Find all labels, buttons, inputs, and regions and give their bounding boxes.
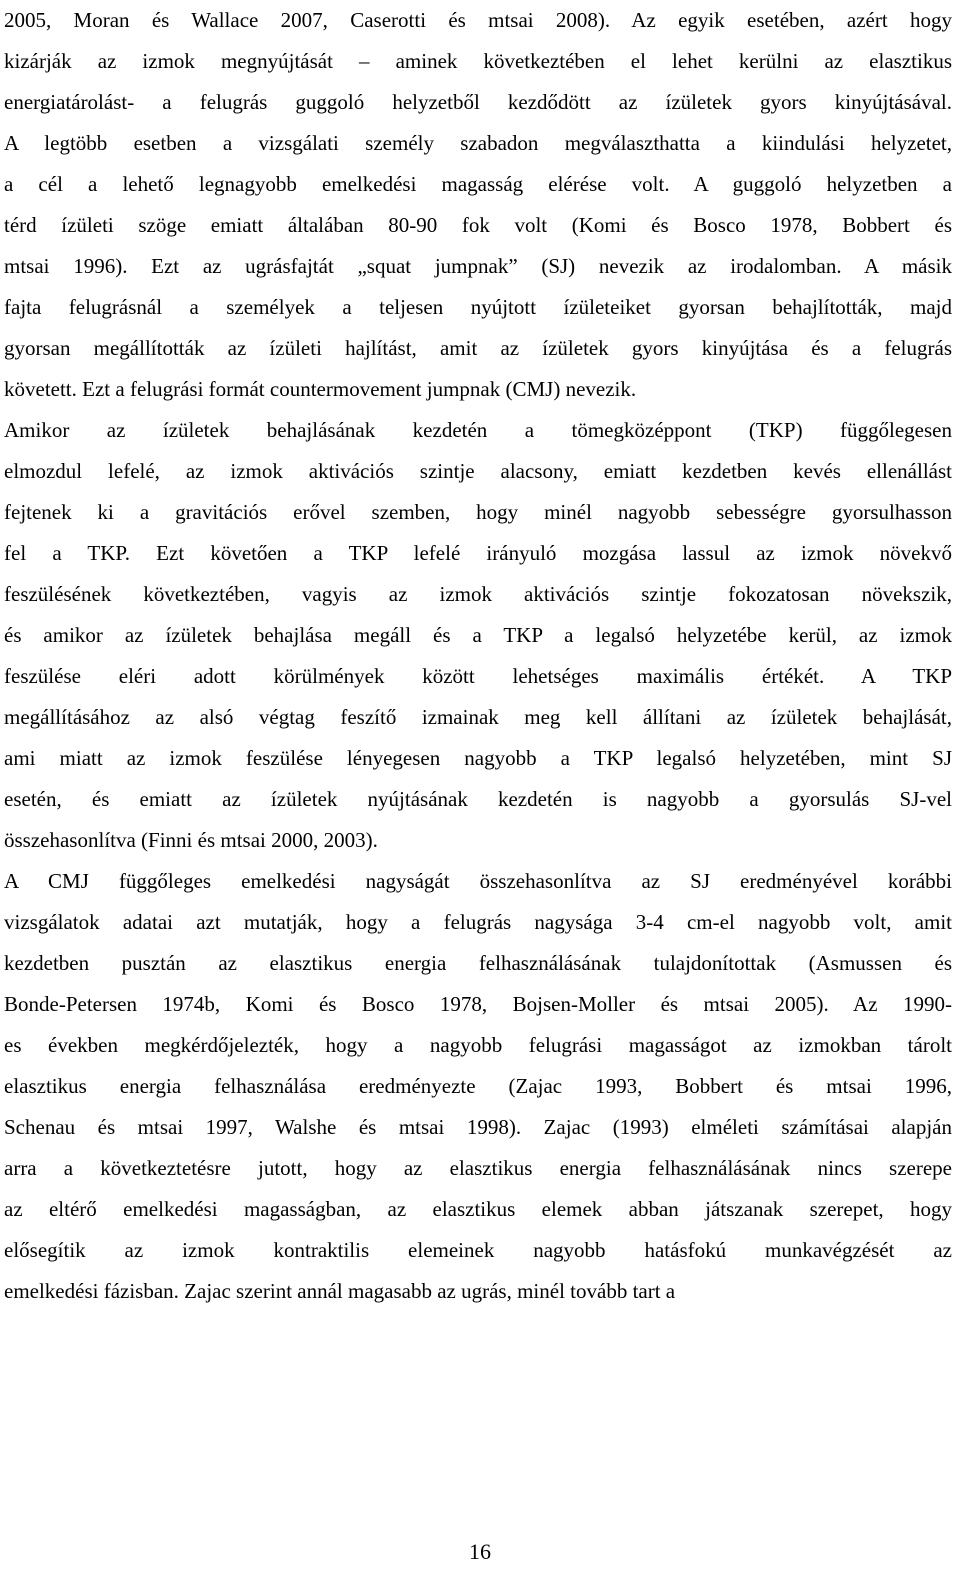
text-line: és amikor az ízületek behajlása megáll és a TKP a legalsó helyzetébe kerül, az izmok <box>4 623 952 647</box>
text-line: mtsai 1996). Ezt az ugrásfajtát „squat jumpnak” (SJ) nevezik az irodalomban. A másik <box>4 254 952 278</box>
text-line: vizsgálatok adatai azt mutatják, hogy a felugrás nagysága 3-4 cm-el nagyobb volt, amit <box>4 910 952 934</box>
text-line: fejtenek ki a gravitációs erővel szemben, hogy minél nagyobb sebességre gyorsulhasson <box>4 500 952 524</box>
body-text <box>4 0 952 1312</box>
text-line: az eltérő emelkedési magasságban, az elasztikus elemek abban játszanak szerepet, hogy <box>4 1197 952 1221</box>
text-line: arra a következtetésre jutott, hogy az elasztikus energia felhasználásának nincs szerepe <box>4 1156 952 1180</box>
text-line: fel a TKP. Ezt követően a TKP lefelé irányuló mozgása lassul az izmok növekvő <box>4 541 952 565</box>
text-line: összehasonlítva (Finni és mtsai 2000, 2003). <box>4 828 378 852</box>
text-line: kezdetben pusztán az elasztikus energia felhasználásának tulajdonítottak (Asmussen és <box>4 951 952 975</box>
text-line: A legtöbb esetben a vizsgálati személy szabadon megválaszthatta a kiindulási helyzetet, <box>4 131 952 155</box>
text-line: esetén, és emiatt az ízületek nyújtásának kezdetén is nagyobb a gyorsulás SJ-vel <box>4 787 952 811</box>
text-line: Amikor az ízületek behajlásának kezdetén a tömegközéppont (TKP) függőlegesen <box>4 418 952 442</box>
text-line: elmozdul lefelé, az izmok aktivációs szintje alacsony, emiatt kezdetben kevés ellenállást <box>4 459 952 483</box>
text-line: 2005, Moran és Wallace 2007, Caserotti és mtsai 2008). Az egyik esetében, azért hogy <box>4 8 952 32</box>
text-line: feszülése eléri adott körülmények között lehetséges maximális értékét. A TKP <box>4 664 952 688</box>
text-line: gyorsan megállították az ízületi hajlítást, amit az ízületek gyors kinyújtása és a felugrás <box>4 336 952 360</box>
text-line: elasztikus energia felhasználása eredményezte (Zajac 1993, Bobbert és mtsai 1996, <box>4 1074 952 1098</box>
text-line: fajta felugrásnál a személyek a teljesen nyújtott ízületeiket gyorsan behajlították, majd <box>4 295 952 319</box>
text-line: energiatárolást- a felugrás guggoló helyzetből kezdődött az ízületek gyors kinyújtásával. <box>4 90 952 114</box>
text-line: kizárják az izmok megnyújtását – aminek következtében el lehet kerülni az elasztikus <box>4 49 952 73</box>
text-line: térd ízületi szöge emiatt általában 80-90 fok volt (Komi és Bosco 1978, Bobbert és <box>4 213 952 237</box>
text-line: emelkedési fázisban. Zajac szerint annál magasabb az ugrás, minél tovább tart a <box>4 1279 676 1303</box>
text-line: a cél a lehető legnagyobb emelkedési magasság elérése volt. A guggoló helyzetben a <box>4 172 952 196</box>
text-line: megállításához az alsó végtag feszítő izmainak meg kell állítani az ízületek behajlását, <box>4 705 952 729</box>
text-line: A CMJ függőleges emelkedési nagyságát összehasonlítva az SJ eredményével korábbi <box>4 869 952 893</box>
text-line: feszülésének következtében, vagyis az izmok aktivációs szintje fokozatosan növekszik, <box>4 582 952 606</box>
text-line: követett. Ezt a felugrási formát countermovement jumpnak (CMJ) nevezik. <box>4 377 637 401</box>
text-line: Schenau és mtsai 1997, Walshe és mtsai 1998). Zajac (1993) elméleti számításai alapján <box>4 1115 952 1139</box>
page-number: 16 <box>469 1539 491 1564</box>
text-line: Bonde-Petersen 1974b, Komi és Bosco 1978, Bojsen-Moller és mtsai 2005). Az 1990- <box>4 992 952 1016</box>
text-line: elősegítik az izmok kontraktilis elemeinek nagyobb hatásfokú munkavégzését az <box>4 1238 952 1262</box>
text-line: ami miatt az izmok feszülése lényegesen nagyobb a TKP legalsó helyzetében, mint SJ <box>4 746 952 770</box>
text-line: es években megkérdőjelezték, hogy a nagyobb felugrási magasságot az izmokban tárolt <box>4 1033 952 1057</box>
